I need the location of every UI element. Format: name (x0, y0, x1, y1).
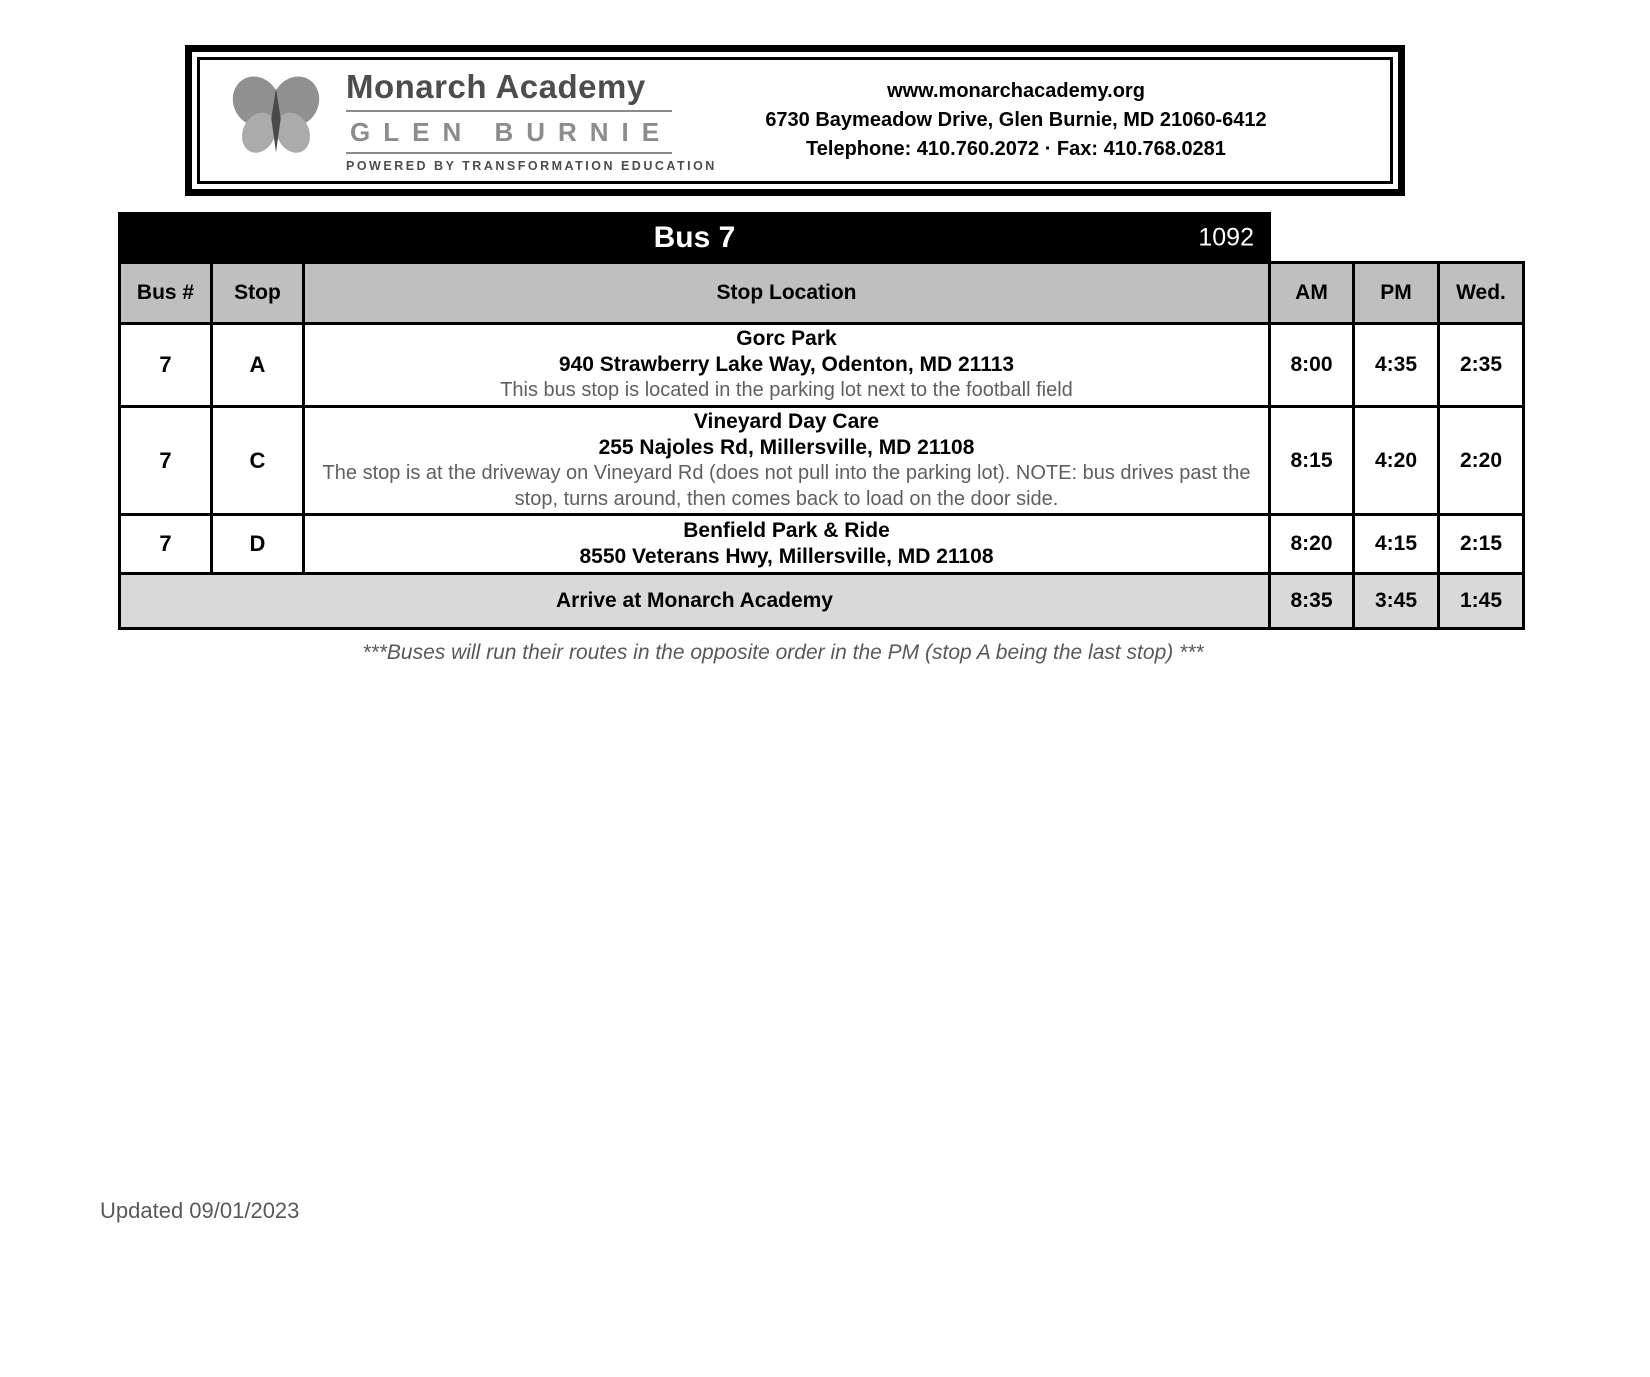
wed-time: 2:15 (1439, 515, 1524, 574)
bus-title: Bus 7 (653, 221, 736, 254)
arrival-label: Arrive at Monarch Academy (120, 574, 1270, 629)
stop-location-cell (304, 324, 1270, 407)
website: www.monarchacademy.org (887, 80, 1145, 102)
updated-date: Updated 09/01/2023 (100, 1198, 300, 1223)
bus-number: 7 (120, 407, 212, 515)
stop-name: Benfield Park & Ride (683, 518, 890, 542)
title-row (120, 214, 1524, 263)
logo-text (346, 68, 717, 173)
am-time: 8:20 (1270, 515, 1354, 574)
col-header-wed: Wed. (1439, 263, 1524, 324)
stop-note: This bus stop is located in the parking lot next to the football field (500, 379, 1073, 402)
table-header-row (120, 263, 1524, 324)
am-time: 8:15 (1270, 407, 1354, 515)
wed-time: 2:20 (1439, 407, 1524, 515)
table-row (120, 515, 1524, 574)
stop-address: 8550 Veterans Hwy, Millersville, MD 21108 (579, 545, 994, 568)
butterfly-logo-icon (224, 73, 328, 168)
stop-address: 940 Strawberry Lake Way, Odenton, MD 21113 (558, 353, 1015, 377)
bus-number: 7 (120, 515, 212, 574)
arrival-wed-time: 1:45 (1439, 574, 1524, 629)
tagline: POWERED BY TRANSFORMATION EDUCATION (346, 159, 717, 173)
stop-address: 255 Najoles Rd, Millersville, MD 21108 (598, 435, 975, 459)
pm-time: 4:35 (1354, 324, 1439, 407)
stop-name: Gorc Park (736, 326, 837, 350)
wed-time: 2:35 (1439, 324, 1524, 407)
stop-letter: D (212, 515, 304, 574)
stop-letter: C (212, 407, 304, 515)
table-row (120, 324, 1524, 407)
school-name: Monarch Academy (346, 68, 646, 105)
arrival-pm-time: 3:45 (1354, 574, 1439, 629)
am-time: 8:00 (1270, 324, 1354, 407)
logo-divider (346, 110, 672, 112)
campus-name: GLEN BURNIE (350, 117, 673, 147)
col-header-stop: Stop (212, 263, 304, 324)
stop-location-cell (304, 407, 1270, 515)
street-address: 6730 Baymeadow Drive, Glen Burnie, MD 21060-6412 (765, 109, 1267, 131)
contact-block (672, 77, 1390, 164)
table-title-bar (120, 214, 1270, 263)
bus-number: 7 (120, 324, 212, 407)
col-header-bus: Bus # (120, 263, 212, 324)
pm-time: 4:15 (1354, 515, 1439, 574)
footnote: ***Buses will run their routes in the opposite order in the PM (stop A being the last stop) *** (362, 641, 1204, 664)
arrival-am-time: 8:35 (1270, 574, 1354, 629)
title-spacer (1270, 214, 1524, 263)
logo-divider (346, 152, 672, 154)
stop-note: The stop is at the driveway on Vineyard Rd (does not pull into the parking lot). NOTE: bus drives past the stop, turns around, then comes back to load on the door side. (322, 462, 1251, 510)
letterhead (185, 45, 1405, 196)
arrival-row (120, 574, 1524, 629)
pm-time: 4:20 (1354, 407, 1439, 515)
letterhead-inner (197, 57, 1393, 184)
stop-location-cell (304, 515, 1270, 574)
stop-letter: A (212, 324, 304, 407)
bus-schedule-table (118, 212, 1525, 630)
col-header-pm: PM (1354, 263, 1439, 324)
table-row (120, 407, 1524, 515)
col-header-am: AM (1270, 263, 1354, 324)
col-header-location: Stop Location (304, 263, 1270, 324)
phone-fax: Telephone: 410.760.2072 · Fax: 410.768.0281 (806, 138, 1226, 160)
stop-name: Vineyard Day Care (693, 409, 880, 433)
route-number: 1092 (1198, 223, 1254, 252)
